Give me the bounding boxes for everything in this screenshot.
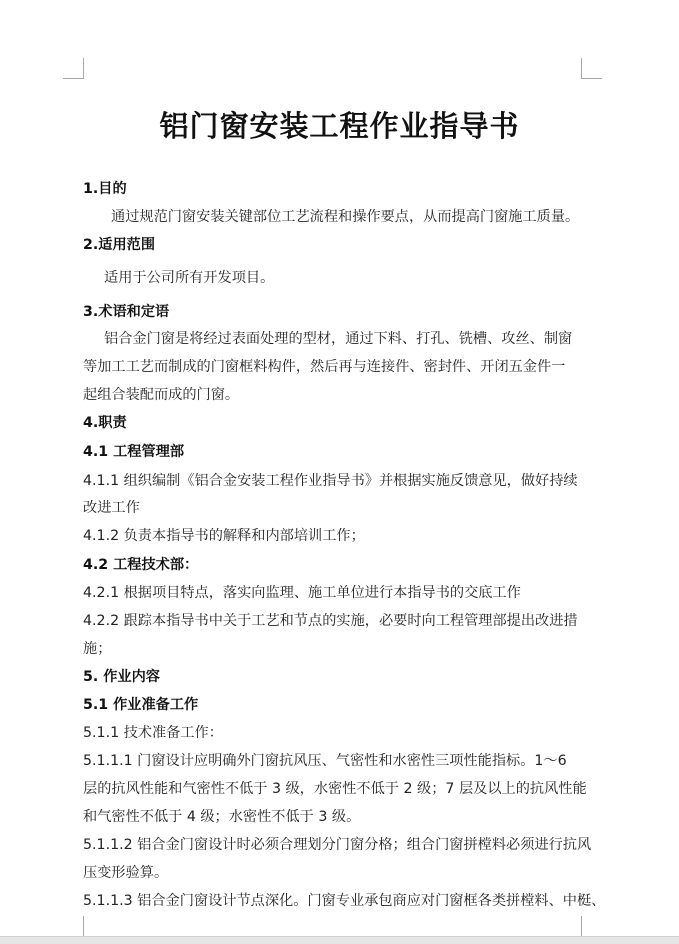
heading-preparation: 5.1 作业准备工作 — [83, 697, 199, 713]
heading-engineering-management: 4.1 工程管理部 — [83, 444, 185, 460]
heading-terms: 3.术语和定语 — [83, 304, 170, 320]
paragraph-line: 和气密性不低于 4 级；水密性不低于 3 级。 — [83, 809, 361, 825]
paragraph-line: 适用于公司所有开发项目。 — [104, 270, 275, 286]
crop-mark-top-right-horizontal — [581, 78, 602, 79]
paragraph-line: 5.1.1 技术准备工作： — [83, 725, 223, 741]
paragraph-line: 改进工作 — [83, 500, 140, 516]
paragraph-line: 4.1.1 组织编制《铝合金安装工程作业指导书》并根据实施反馈意见，做好持续 — [83, 473, 578, 489]
heading-purpose: 1.目的 — [83, 181, 127, 197]
paragraph-line: 5.1.1.3 铝合金门窗设计节点深化。门窗专业承包商应对门窗框各类拼樘料、中梃、 — [83, 893, 606, 909]
paragraph-line: 层的抗风性能和气密性不低于 3 级，水密性不低于 2 级；7 层及以上的抗风性能 — [83, 781, 587, 797]
crop-mark-top-left-vertical — [83, 58, 84, 78]
paragraph-line: 4.1.2 负责本指导书的解释和内部培训工作； — [83, 528, 365, 544]
heading-engineering-technology: 4.2 工程技术部： — [83, 557, 199, 573]
heading-scope: 2.适用范围 — [83, 237, 156, 253]
crop-mark-top-right-vertical — [581, 58, 582, 78]
paragraph-line: 压变形验算。 — [83, 865, 169, 881]
crop-mark-bottom-right-vertical — [581, 916, 582, 936]
paragraph-line: 5.1.1.1 门窗设计应明确外门窗抗风压、气密性和水密性三项性能指标。1～6 — [83, 753, 567, 769]
paragraph-line: 起组合装配而成的门窗。 — [83, 387, 240, 403]
paragraph-line: 施； — [83, 641, 112, 657]
paragraph-line: 5.1.1.2 铝合金门窗设计时必须合理划分门窗分格；组合门窗拼樘料必须进行抗风 — [83, 837, 592, 853]
paragraph-line: 铝合金门窗是将经过表面处理的型材，通过下料、打孔、铣槽、攻丝、制窗 — [104, 331, 573, 347]
paragraph-line: 等加工工艺而制成的门窗框料构件，然后再与连接件、密封件、开闭五金件一 — [83, 359, 566, 375]
paragraph-line: 4.2.1 根据项目特点，落实向监理、施工单位进行本指导书的交底工作 — [83, 585, 521, 601]
paragraph-line: 通过规范门窗安装关键部位工艺流程和操作要点，从而提高门窗施工质量。 — [111, 209, 580, 225]
crop-mark-bottom-left-vertical — [83, 916, 84, 936]
paragraph-line: 4.2.2 跟踪本指导书中关于工艺和节点的实施，必要时向工程管理部提出改进措 — [83, 613, 578, 629]
document-title: 铝门窗安装工程作业指导书 — [159, 109, 520, 143]
heading-duties: 4.职责 — [83, 415, 127, 431]
heading-work-content: 5. 作业内容 — [83, 669, 160, 685]
crop-mark-top-left-horizontal — [63, 78, 84, 79]
